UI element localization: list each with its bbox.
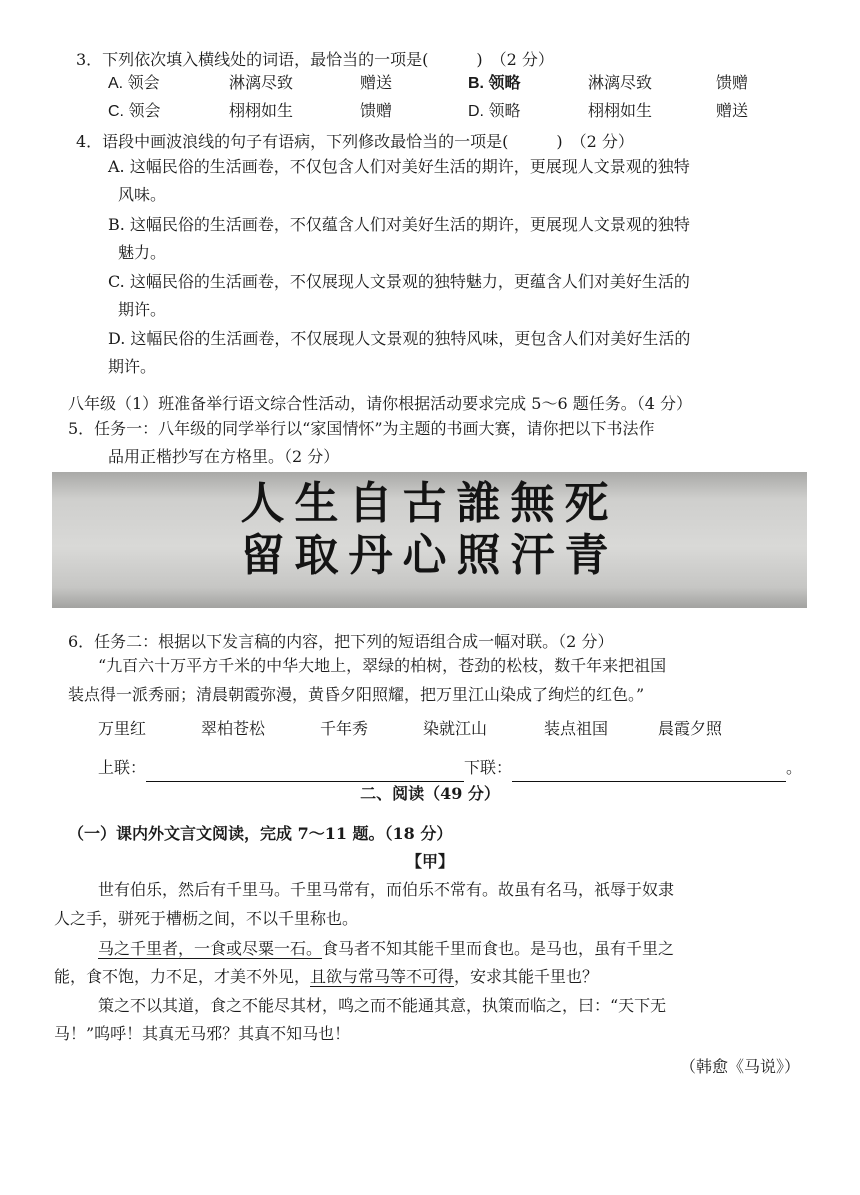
q3-option-a-word3: 赠送 <box>360 75 393 92</box>
q4-option-b-line2: 魅力。 <box>118 243 167 262</box>
q6-stem: 6．任务二：根据以下发言稿的内容，把下列的短语组合成一幅对联。（2 分） <box>68 632 614 651</box>
phrase-item: 染就江山 <box>423 719 488 738</box>
q3-option-d-word1: D. 领略 <box>468 103 521 120</box>
q3-option-b-word3: 馈赠 <box>716 75 749 92</box>
passage-p2-line1 <box>98 935 674 963</box>
q5-line2: 品用正楷抄写在方格里。（2 分） <box>108 447 340 466</box>
phrase-item: 千年秀 <box>320 719 369 738</box>
q4-option-d-line1: D. 这幅民俗的生活画卷，不仅展现人文景观的独特风味，更包含人们对美好生活的 <box>108 329 691 348</box>
q4-stem: 4．语段中画波浪线的句子有语病，下列修改最恰当的一项是( ) （2 分） <box>76 132 634 151</box>
q3-stem: 3．下列依次填入横线处的词语，最恰当的一项是( ) （2 分） <box>76 50 554 69</box>
q3-option-c-word3: 馈赠 <box>360 103 393 120</box>
q6-phrase-list <box>98 715 798 743</box>
q3-option-d-word3: 赠送 <box>716 103 749 120</box>
passage-p2-line2 <box>54 963 598 991</box>
q3-option-b-word1: B. 领略 <box>468 75 521 92</box>
passage-source: （韩愈《马说》） <box>679 1057 800 1076</box>
couplet-end-mark: 。 <box>786 758 803 777</box>
passage-p2-line2-b: ，安求其能千里也？ <box>454 967 599 986</box>
q5-line1: 5．任务一：八年级的同学举行以“家国情怀”为主题的书画大赛，请你把以下书法作 <box>68 419 655 438</box>
calligraphy-line1: 人生自古誰無死 <box>240 478 619 529</box>
calligraphy-image <box>52 472 807 608</box>
q4-option-a-line1: A. 这幅民俗的生活画卷，不仅包含人们对美好生活的期许，更展现人文景观的独特 <box>108 157 690 176</box>
part1-heading: （一）课内外文言文阅读，完成 7～11 题。（18 分） <box>68 824 453 843</box>
section-reading-heading: 二、阅读（49 分） <box>360 784 500 803</box>
q3-option-c-word2: 栩栩如生 <box>229 103 294 120</box>
q6-speech-line1: “九百六十万平方千米的中华大地上，翠绿的柏树，苍劲的松枝，数千年来把祖国 <box>98 656 667 675</box>
couplet-answer-line <box>98 754 802 782</box>
passage-p2-line2-a: 能，食不饱，力不足，才美不外见， <box>54 967 311 986</box>
q4-option-b-line1: B. 这幅民俗的生活画卷，不仅蕴含人们对美好生活的期许，更展现人文景观的独特 <box>108 215 690 234</box>
passage-p1-line1: 世有伯乐，然后有千里马。千里马常有，而伯乐不常有。故虽有名马，祇辱于奴隶 <box>98 880 675 899</box>
passage-p3-line1: 策之不以其道，食之不能尽其材，鸣之而不能通其意，执策而临之，曰：“天下无 <box>98 996 667 1015</box>
upper-couplet-blank[interactable] <box>146 761 464 782</box>
underlined-sentence-2: 且欲与常马等不可得 <box>310 967 455 986</box>
q3-option-b-word2: 淋漓尽致 <box>588 75 653 92</box>
phrase-item: 翠柏苍松 <box>201 719 266 738</box>
q3-option-a-word2: 淋漓尽致 <box>229 75 294 92</box>
calligraphy-line2: 留取丹心照汗青 <box>240 530 619 581</box>
lower-couplet-blank[interactable] <box>512 761 786 782</box>
q3-option-a-word1: A. 领会 <box>108 75 160 92</box>
underlined-sentence-1: 马之千里者，一食或尽粟一石。 <box>98 939 323 958</box>
activity-intro: 八年级（1）班准备举行语文综合性活动，请你根据活动要求完成 5～6 题任务。（4 分） <box>68 394 692 413</box>
phrase-item: 装点祖国 <box>544 719 609 738</box>
passage-p3-line2: 马！”呜呼！其真无马邪？其真不知马也！ <box>54 1024 351 1043</box>
q3-option-row-cd <box>108 98 808 126</box>
upper-couplet-label: 上联： <box>98 758 147 777</box>
q3-option-c-word1: C. 领会 <box>108 103 161 120</box>
passage-p2-line1-rest: 食马者不知其能千里而食也。是马也，虽有千里之 <box>322 939 675 958</box>
lower-couplet-label: 下联： <box>464 758 513 777</box>
q6-speech-line2: 装点得一派秀丽；清晨朝霞弥漫，黄昏夕阳照耀，把万里江山染成了绚烂的红色。” <box>68 685 645 704</box>
q4-option-d-line2: 期许。 <box>108 357 157 376</box>
q3-option-row-ab <box>108 70 808 98</box>
passage-jia-label: 【甲】 <box>405 852 454 871</box>
passage-p1-line2: 人之手，骈死于槽枥之间，不以千里称也。 <box>54 909 359 928</box>
q4-option-c-line2: 期许。 <box>118 300 167 319</box>
q4-option-c-line1: C. 这幅民俗的生活画卷，不仅展现人文景观的独特魅力，更蕴含人们对美好生活的 <box>108 272 690 291</box>
q3-option-d-word2: 栩栩如生 <box>588 103 653 120</box>
q4-option-a-line2: 风味。 <box>118 185 167 204</box>
phrase-item: 万里红 <box>98 719 147 738</box>
phrase-item: 晨霞夕照 <box>658 719 723 738</box>
